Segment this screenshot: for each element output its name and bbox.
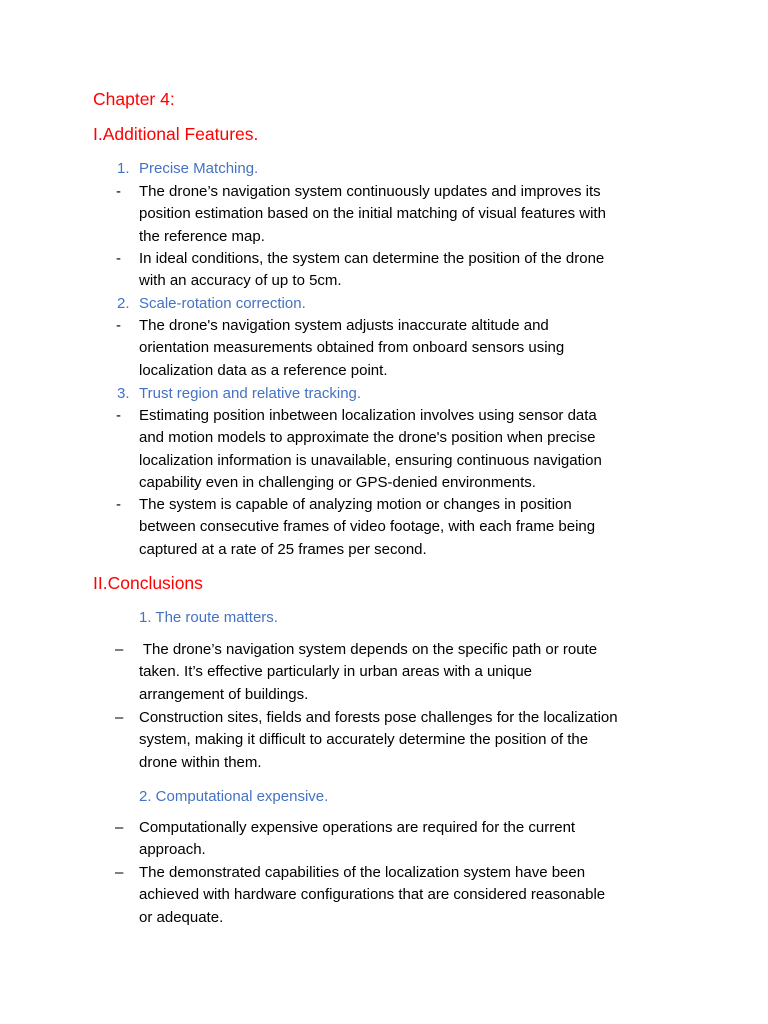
section-1-title: I.Additional Features. (93, 124, 259, 144)
bullet-line: achieved with hardware configurations that are considered reasonable (139, 886, 606, 904)
bullet-line: Estimating position inbetween localization involves using sensor data (139, 407, 597, 424)
feature-2-title: Scale-rotation correction. (139, 295, 306, 312)
bullet-line: capability even in challenging or GPS-denied environments. (139, 474, 536, 492)
bullet-line: between consecutive frames of video footage, with each frame being (139, 518, 596, 536)
bullet-line: Computationally expensive operations are required for the current (139, 819, 576, 836)
bullet-line: The drone's navigation system adjusts inaccurate altitude and (139, 317, 549, 334)
bullet-text (139, 315, 679, 382)
bullet-line: The system is capable of analyzing motion or changes in position (139, 496, 572, 513)
bullet-line: localization data as a reference point. (139, 361, 388, 379)
bullet-marker: - (116, 183, 121, 200)
bullet-line: Construction sites, fields and forests pose challenges for the localization (139, 709, 618, 726)
bullet-line: or adequate. (139, 908, 224, 926)
bullet-line: approach. (139, 841, 206, 859)
bullet-text (139, 707, 679, 774)
feature-2-number: 2. (117, 295, 130, 312)
bullet-line: drone within them. (139, 753, 262, 771)
bullet-marker: – (115, 709, 124, 726)
chapter-title: Chapter 4: (93, 89, 175, 109)
bullet-line: taken. It’s effective particularly in urban areas with a unique (139, 663, 533, 681)
bullet-line: The drone’s navigation system continuously updates and improves its (139, 183, 601, 200)
bullet-marker: – (115, 641, 124, 658)
feature-1-number: 1. (117, 160, 130, 177)
feature-3-number: 3. (117, 385, 130, 402)
section-2-title: II.Conclusions (93, 573, 203, 593)
bullet-line: position estimation based on the initial matching of visual features with (139, 205, 606, 223)
bullet-marker: - (116, 250, 121, 267)
bullet-line: arrangement of buildings. (139, 685, 309, 703)
feature-3-title: Trust region and relative tracking. (139, 385, 362, 402)
bullet-text (139, 862, 679, 929)
bullet-line: The drone’s navigation system depends on the specific path or route (139, 641, 598, 658)
bullet-line: In ideal conditions, the system can determine the position of the drone (139, 250, 605, 267)
bullet-line: with an accuracy of up to 5cm. (139, 272, 342, 290)
bullet-line: the reference map. (139, 227, 265, 245)
bullet-marker: - (116, 317, 121, 334)
feature-1-title: Precise Matching. (139, 160, 259, 177)
bullet-line: localization information is unavailable, ensuring continuous navigation (139, 451, 602, 469)
bullet-line: captured at a rate of 25 frames per second. (139, 540, 427, 558)
bullet-text (139, 494, 679, 561)
bullet-text (139, 639, 679, 706)
bullet-marker: – (115, 864, 124, 881)
bullet-text (139, 405, 679, 495)
bullet-line: The demonstrated capabilities of the localization system have been (139, 864, 586, 881)
conclusion-1-heading: 1. The route matters. (139, 609, 278, 626)
bullet-marker: - (116, 496, 121, 513)
bullet-line: and motion models to approximate the drone's position when precise (139, 429, 596, 447)
bullet-marker: – (115, 819, 124, 836)
bullet-text (139, 248, 679, 293)
bullet-text (139, 181, 679, 248)
conclusion-2-heading: 2. Computational expensive. (139, 788, 329, 805)
bullet-marker: - (116, 407, 121, 424)
bullet-line: orientation measurements obtained from onboard sensors using (139, 339, 565, 357)
bullet-text (139, 817, 679, 862)
bullet-line: system, making it difficult to accurately determine the position of the (139, 731, 589, 749)
